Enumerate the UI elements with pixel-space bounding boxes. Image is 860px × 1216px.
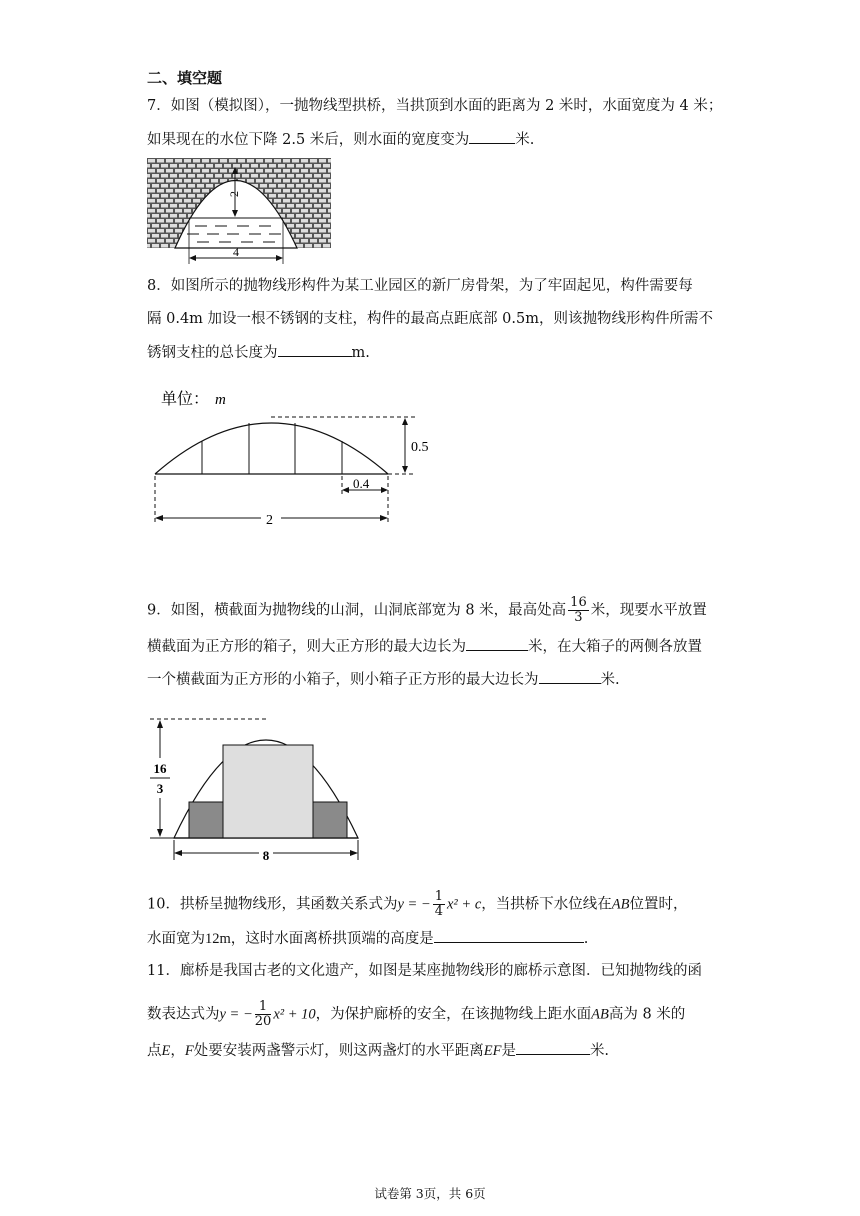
q10-text-d: 水面宽为	[147, 931, 205, 947]
q11-line1: 11．廊桥是我国古老的文化遗产，如图是某座抛物线形的廊桥示意图．已知抛物线的函	[147, 963, 702, 979]
q7-text: 如果现在的水位下降 2.5 米后，则水面的宽度变为	[147, 132, 470, 148]
q10-eq-lhs: y = −	[397, 896, 431, 913]
q9-text-c: 横截面为正方形的箱子，则大正方形的最大边长为	[147, 639, 466, 655]
q10-line2	[147, 928, 717, 949]
q8-line3	[147, 342, 717, 363]
q10-frac-num: 1	[434, 889, 443, 904]
q11-frac-den: 20	[254, 1014, 272, 1029]
q9-line2	[147, 636, 717, 657]
q9-answer-blank-2	[539, 669, 601, 684]
q8-unit-label: 单位：	[161, 391, 210, 408]
q11-text-e: 处要安装两盏警示灯，则这两盏灯的水平距离	[193, 1043, 484, 1059]
q10-text-f: .	[583, 931, 589, 947]
q11-frac-num: 1	[255, 1000, 272, 1015]
q10-text-e: ，这时水面离桥拱顶端的高度是	[230, 931, 434, 947]
q10-frac-den: 4	[434, 904, 443, 919]
q7-line2	[147, 129, 717, 150]
large-square-box	[223, 745, 313, 838]
q10-fraction	[433, 890, 445, 919]
q9-answer-blank-1	[466, 636, 528, 651]
small-square-box-left	[189, 802, 223, 838]
q8-text: 锈钢支柱的总长度为	[147, 345, 278, 361]
q11-point-f: F	[184, 1043, 194, 1059]
q10-ab: AB	[611, 896, 630, 913]
q9-text-e: 一个横截面为正方形的小箱子，则小箱子正方形的最大边长为	[147, 672, 539, 688]
q10-answer-blank	[434, 928, 584, 943]
q10-width: 12m	[205, 931, 231, 947]
q7-unit: 米.	[515, 132, 535, 148]
q9-frac-num: 16	[570, 595, 587, 610]
q9-text-d: 米，在大箱子的两侧各放置	[528, 639, 702, 655]
q8-figure	[145, 384, 445, 534]
q11-text-f: 是	[501, 1043, 516, 1059]
q9-line3	[147, 669, 717, 690]
q10-eq-rhs: x² + c	[447, 896, 482, 913]
q10-text-a: 10．拱桥呈抛物线形，其函数关系式为	[147, 896, 398, 913]
q11-eq-lhs: y = −	[219, 1006, 253, 1023]
q8-height-label: 0.5	[411, 440, 429, 455]
small-square-box-right	[313, 802, 347, 838]
q11-text-c: 高为 8 米的	[608, 1006, 686, 1023]
q11-fraction	[255, 1000, 272, 1029]
support-posts	[202, 423, 342, 474]
q8-unit: m.	[351, 345, 370, 361]
q8-unit-m: m	[215, 392, 226, 408]
q9-height-num: 16	[153, 761, 167, 776]
q7-width-label: 4	[233, 245, 239, 259]
q10-line1	[147, 890, 717, 919]
q9-fraction	[568, 596, 589, 625]
q11-line2	[147, 1000, 717, 1029]
q9-height-den: 3	[156, 781, 164, 796]
q11-text-b: ，为保护廊桥的安全，在该抛物线上距水面	[315, 1006, 592, 1023]
q7-height-label: 2	[227, 191, 241, 197]
q8-spacing-label: 0.4	[353, 476, 370, 491]
q9-line1	[147, 596, 717, 625]
page-footer: 试卷第 3页，共 6页	[374, 1186, 486, 1201]
q11-text-d: 点	[147, 1043, 162, 1059]
q10-text-b: ，当拱桥下水位线在	[481, 896, 612, 913]
q11-eq-rhs: x² + 10	[273, 1006, 316, 1023]
q7-figure	[147, 158, 331, 264]
q9-figure	[146, 712, 376, 866]
q11-point-e: E	[161, 1043, 171, 1059]
q9-text-b: 米，现要水平放置	[590, 602, 707, 619]
q8-answer-blank	[278, 342, 352, 357]
q11-answer-blank	[516, 1040, 590, 1055]
parabola-beam	[155, 423, 388, 474]
q11-comma: ，	[170, 1043, 185, 1059]
q11-text-g: 米.	[589, 1043, 610, 1059]
q9-text-f: 米.	[600, 672, 620, 688]
q11-ef: EF	[483, 1043, 502, 1059]
q11-ab: AB	[591, 1006, 609, 1023]
q7-answer-blank	[469, 129, 515, 144]
section-title: 二、填空题	[147, 69, 223, 87]
q9-width-label: 8	[262, 848, 270, 863]
q11-line3	[147, 1040, 717, 1061]
q8-line2: 隔 0.4m 加设一根不锈钢的支柱，构件的最高点距底部 0.5m，则该抛物线形构件所需不	[147, 311, 713, 327]
q7-line1: 7．如图（模拟图），一抛物线型拱桥，当拱顶到水面的距离为 2 米时，水面宽度为 4 米；	[147, 98, 723, 114]
q8-line1: 8．如图所示的抛物线形构件为某工业园区的新厂房骨架，为了牢固起见，构件需要每	[147, 278, 693, 294]
q8-width-label: 2	[266, 513, 273, 528]
q9-text-a: 9．如图，横截面为抛物线的山洞，山洞底部宽为 8 米，最高处高	[147, 602, 567, 619]
q11-text-a: 数表达式为	[147, 1006, 220, 1023]
q9-frac-den: 3	[574, 610, 583, 625]
q10-text-c: 位置时，	[629, 896, 688, 913]
